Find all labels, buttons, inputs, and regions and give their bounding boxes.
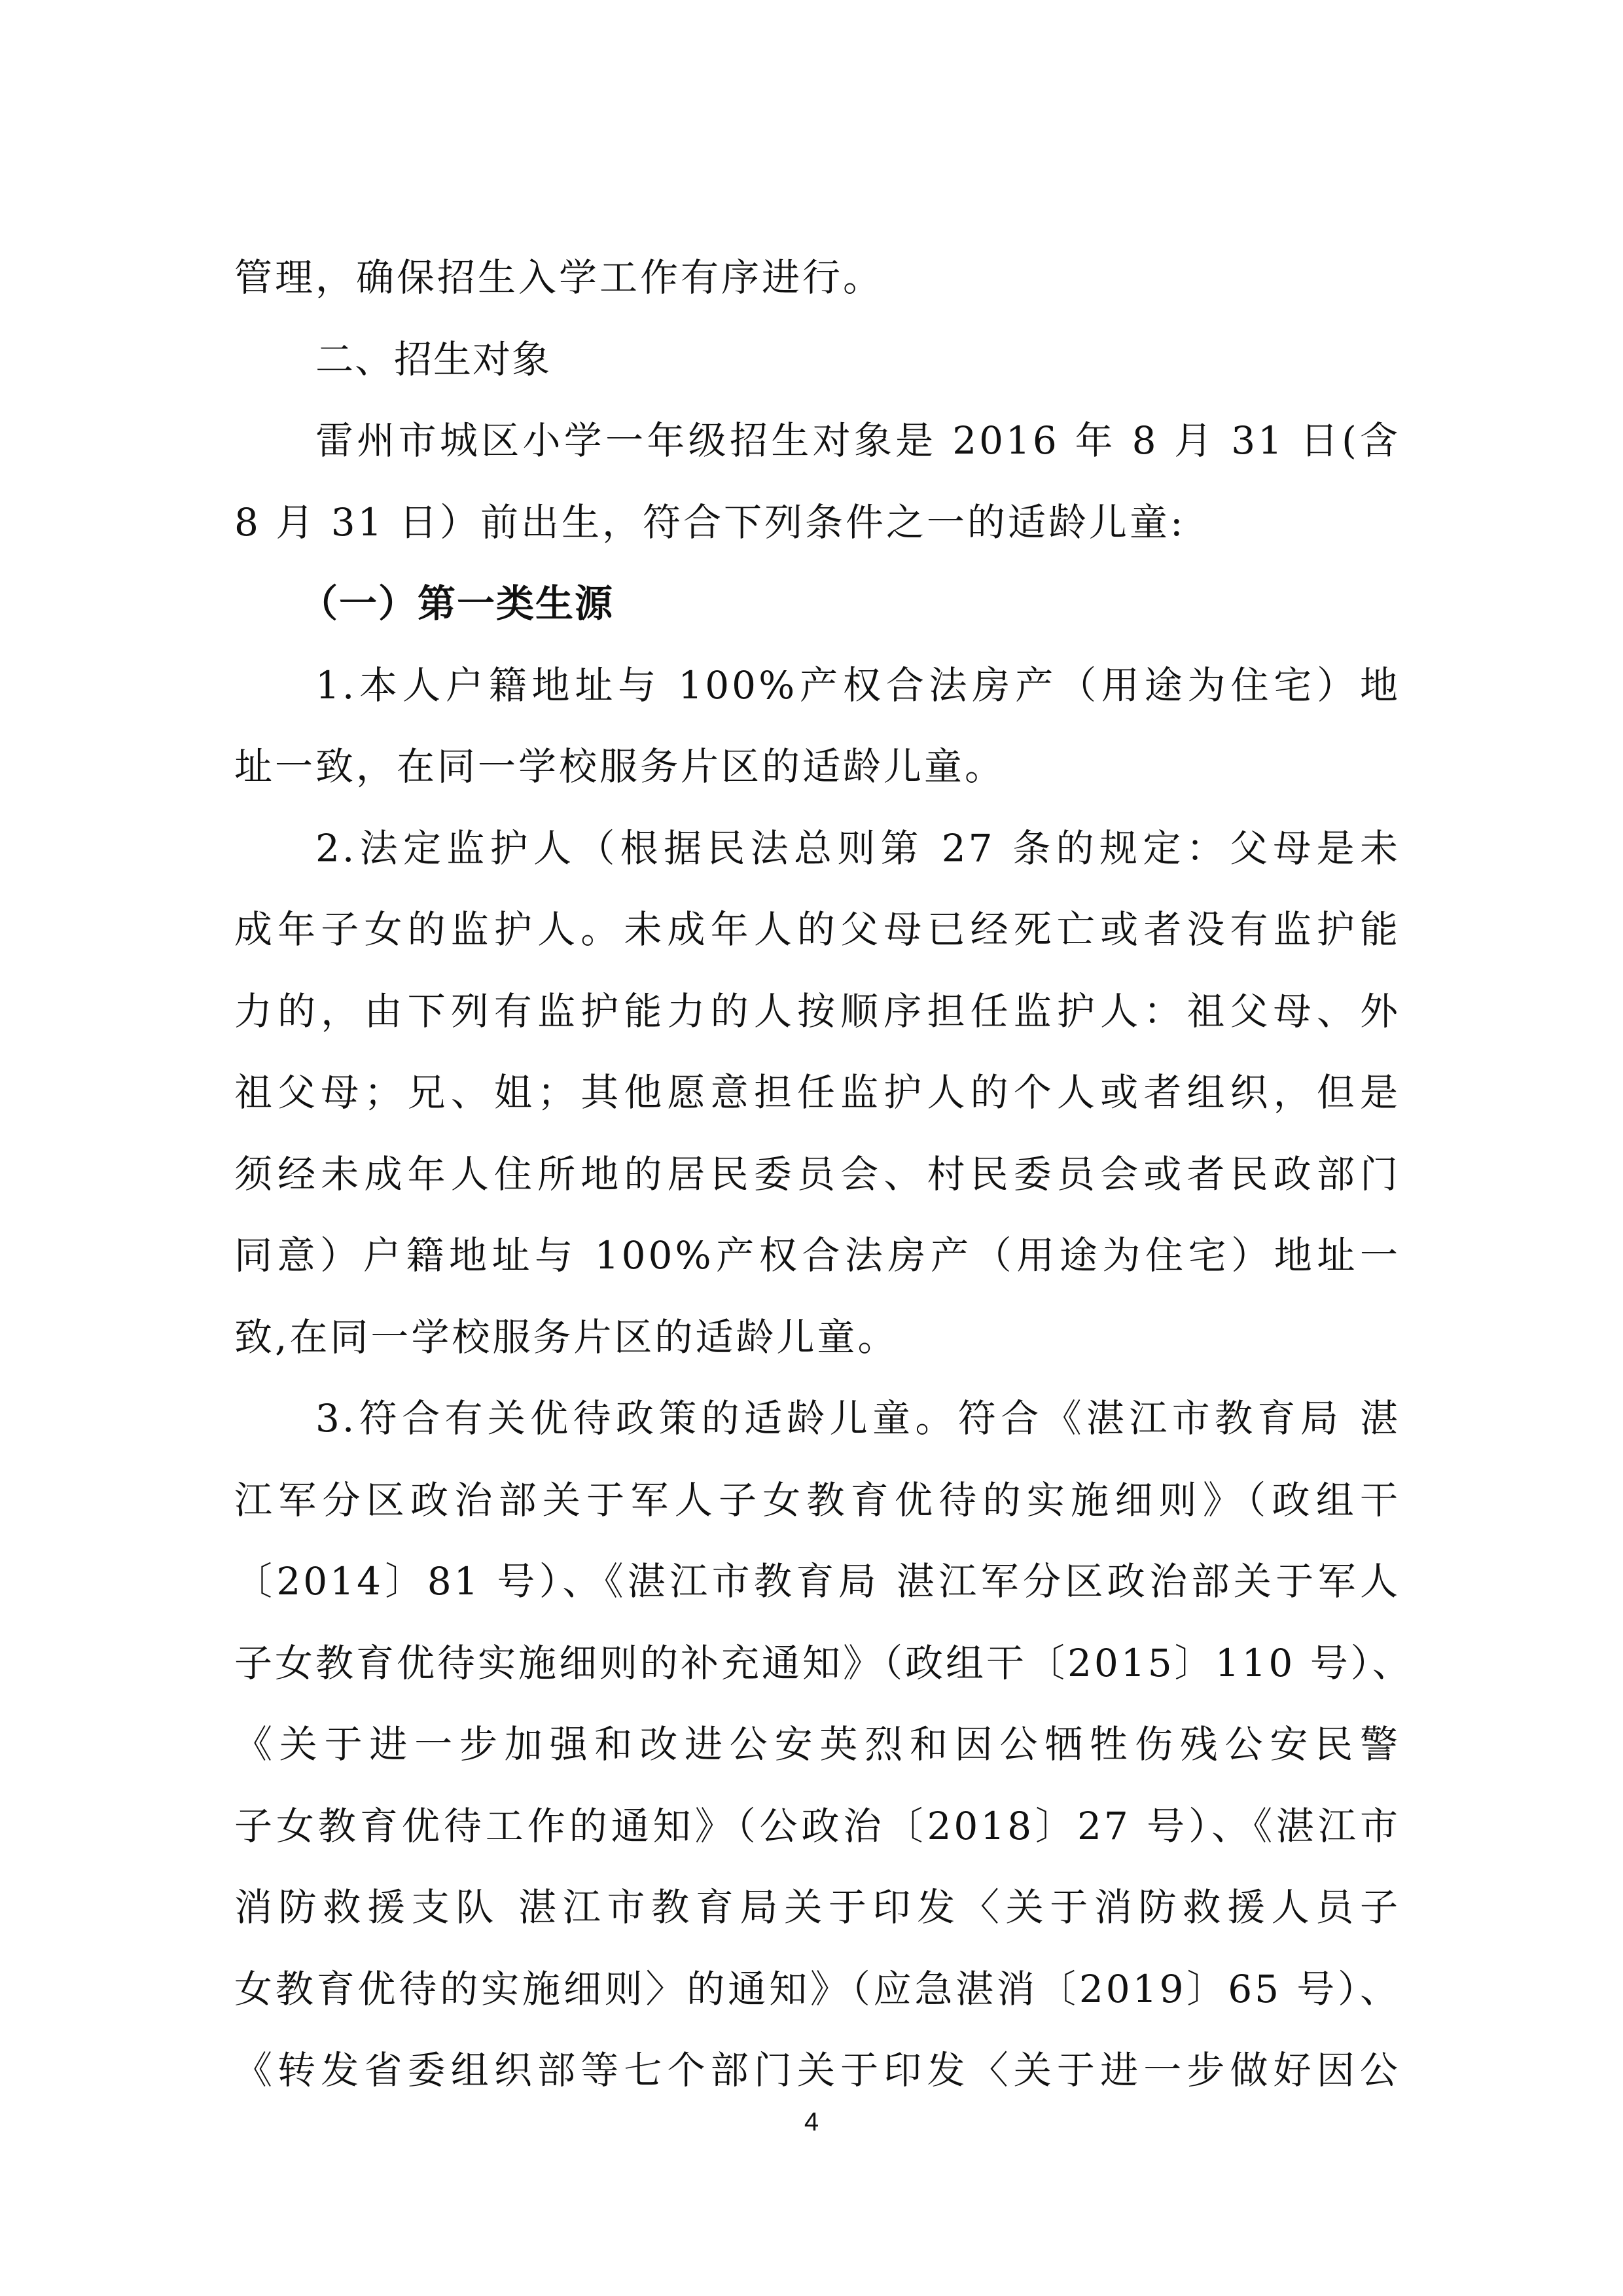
- paragraph-line: 1.本人户籍地址与 100%产权合法房产（用途为住宅）地: [315, 662, 1400, 708]
- body-text: [234, 237, 1413, 2111]
- paragraph-line: 《关于进一步加强和改进公安英烈和因公牺牲伤残公安民警: [234, 1722, 1400, 1767]
- paragraph-line: 同意）户籍地址与 100%产权合法房产（用途为住宅）地址一: [234, 1233, 1400, 1278]
- paragraph-line: 消防救援支队 湛江市教育局关于印发〈关于消防救援人员子: [234, 1885, 1400, 1929]
- paragraph-line: 女教育优待的实施细则〉的通知》（应急湛消〔2019〕65 号）、: [234, 1966, 1400, 2011]
- paragraph-line: 3.符合有关优待政策的适龄儿童。符合《湛江市教育局 湛: [315, 1396, 1400, 1441]
- paragraph-line: 〔2014〕81 号）、《湛江市教育局 湛江军分区政治部关于军人: [234, 1559, 1400, 1604]
- paragraph-line: 管理，确保招生入学工作有序进行。: [234, 255, 884, 300]
- page-number: 4: [804, 2108, 819, 2136]
- paragraph-line: 江军分区政治部关于军人子女教育优待的实施细则》（政组干: [234, 1477, 1400, 1522]
- paragraph-line: 祖父母；兄、姐；其他愿意担任监护人的个人或者组织，但是: [234, 1070, 1400, 1115]
- paragraph-line: 成年子女的监护人。未成年人的父母已经死亡或者没有监护能: [234, 907, 1400, 952]
- paragraph-line: 2.法定监护人（根据民法总则第 27 条的规定：父母是未: [315, 825, 1400, 870]
- paragraph-line: 致,在同一学校服务片区的适龄儿童。: [234, 1314, 899, 1359]
- paragraph-line: 子女教育优待实施细则的补充通知》（政组干〔2015〕110 号）、: [234, 1640, 1413, 1685]
- section-heading: 二、招生对象: [315, 336, 552, 382]
- paragraph-line: 8 月 31 日）前出生，符合下列条件之一的适龄儿童:: [234, 499, 1186, 545]
- paragraph-line: 《转发省委组织部等七个部门关于印发〈关于进一步做好因公: [234, 2048, 1400, 2092]
- paragraph-line: 址一致，在同一学校服务片区的适龄儿童。: [234, 744, 1006, 789]
- paragraph-line: 子女教育优待工作的通知》（公政治〔2018〕27 号）、《湛江市: [234, 1803, 1400, 1848]
- subsection-heading: （一）第一类生源: [300, 581, 615, 626]
- paragraph-line: 须经未成年人住所地的居民委员会、村民委员会或者民政部门: [234, 1151, 1400, 1196]
- paragraph-line: 雷州市城区小学一年级招生对象是 2016 年 8 月 31 日(含: [315, 418, 1400, 463]
- paragraph-line: 力的，由下列有监护能力的人按顺序担任监护人：祖父母、外: [234, 988, 1400, 1033]
